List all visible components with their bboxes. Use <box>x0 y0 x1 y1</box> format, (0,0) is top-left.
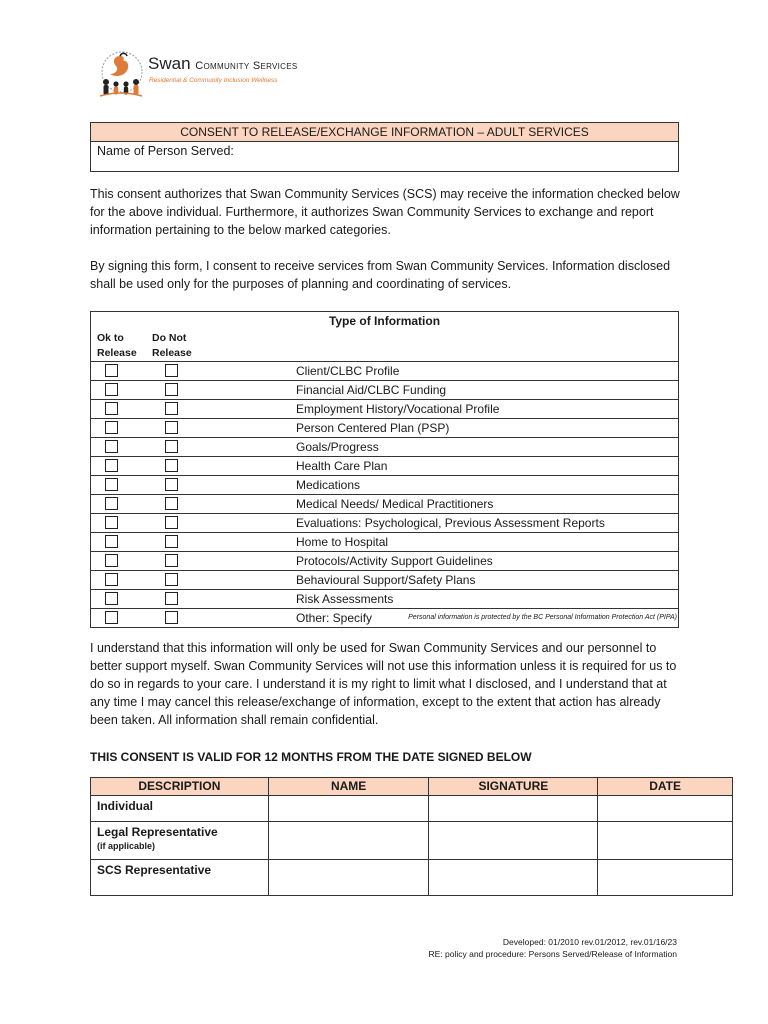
sig-name-cell[interactable] <box>268 822 429 860</box>
ok-to-release-checkbox[interactable] <box>105 554 118 567</box>
sig-row-label: SCS Representative <box>91 860 269 896</box>
info-row <box>91 400 678 419</box>
pipa-note: Personal information is protected by the BC Personal Information Protection Act (PIPA) <box>408 614 677 621</box>
sig-signature-cell[interactable] <box>429 822 598 860</box>
sig-header-date: DATE <box>598 778 733 796</box>
swan-logo <box>96 48 296 102</box>
do-not-release-checkbox[interactable] <box>165 573 178 586</box>
ok-to-release-checkbox[interactable] <box>105 383 118 396</box>
info-item-label: Goals/Progress <box>296 440 379 454</box>
do-not-release-checkbox[interactable] <box>165 459 178 472</box>
sig-row-label: Individual <box>91 796 269 822</box>
sig-date-cell[interactable] <box>598 860 733 896</box>
footer-developed: Developed: 01/2010 rev.01/2012, rev.01/16/23 <box>502 937 677 947</box>
sig-row-individual <box>91 796 733 822</box>
intro-paragraph-2: By signing this form, I consent to receive services from Swan Community Services. Information disclosed shall be used only for the purposes of planning and coordinating of services. <box>90 259 671 291</box>
info-row <box>91 571 678 590</box>
logo-name-small: Community Services <box>195 60 298 72</box>
logo-wordmark <box>148 54 298 74</box>
swan-logo-icon <box>96 48 146 100</box>
info-row <box>91 590 678 609</box>
sig-signature-cell[interactable] <box>429 796 598 822</box>
info-row <box>91 419 678 438</box>
sig-date-cell[interactable] <box>598 822 733 860</box>
signature-table <box>90 777 733 896</box>
info-row <box>91 514 678 533</box>
understanding-paragraph: I understand that this information will only be used for Swan Community Services and our personnel to better support myself. Swan Community Services will not use this information unless it is required for us to do so in regards to your care. I understand it is my right to limit what I disclosed, and I understand that at any time I may cancel this release/exchange of information, except to the extent that action has already been taken. All information shall remain confidential. <box>90 641 677 727</box>
info-item-label: Person Centered Plan (PSP) <box>296 421 450 435</box>
info-row <box>91 552 678 571</box>
sig-name-cell[interactable] <box>268 860 429 896</box>
form-header-box <box>90 122 679 172</box>
info-item-label: Health Care Plan <box>296 459 388 473</box>
ok-to-release-checkbox[interactable] <box>105 402 118 415</box>
do-not-release-checkbox[interactable] <box>165 421 178 434</box>
ok-to-release-checkbox[interactable] <box>105 459 118 472</box>
sig-row-label <box>91 822 269 860</box>
do-not-release-checkbox[interactable] <box>165 592 178 605</box>
intro-paragraph-1: This consent authorizes that Swan Community Services (SCS) may receive the information checked below for the above individual. Furthermore, it authorizes Swan Community Services to exchange and report information pertaining to the below marked categories. <box>90 187 680 237</box>
info-item-label: Medical Needs/ Medical Practitioners <box>296 497 494 511</box>
sig-row-label-text: Legal Representative <box>97 825 218 839</box>
sig-name-cell[interactable] <box>268 796 429 822</box>
info-item-label: Other: Specify <box>296 611 373 625</box>
info-row <box>91 362 678 381</box>
info-item-label: Behavioural Support/Safety Plans <box>296 573 476 587</box>
do-not-release-checkbox[interactable] <box>165 497 178 510</box>
info-item-label: Financial Aid/CLBC Funding <box>296 383 447 397</box>
info-table-title: Type of Information <box>328 314 441 328</box>
validity-notice: THIS CONSENT IS VALID FOR 12 MONTHS FROM THE DATE SIGNED BELOW <box>90 750 532 764</box>
info-row <box>91 476 678 495</box>
sig-row-sublabel: (if applicable) <box>97 841 156 851</box>
sig-header-description: DESCRIPTION <box>91 778 269 796</box>
ok-to-release-checkbox[interactable] <box>105 440 118 453</box>
ok-to-release-checkbox[interactable] <box>105 478 118 491</box>
form-title: CONSENT TO RELEASE/EXCHANGE INFORMATION – ADULT SERVICES <box>91 123 678 142</box>
ok-to-release-checkbox[interactable] <box>105 535 118 548</box>
info-item-label: Home to Hospital <box>296 535 389 549</box>
info-item-label: Employment History/Vocational Profile <box>296 402 500 416</box>
info-table-header <box>91 312 678 362</box>
col-ok-to-release: Ok to Release <box>97 332 137 359</box>
info-row <box>91 438 678 457</box>
do-not-release-checkbox[interactable] <box>165 535 178 548</box>
info-table-rows <box>91 362 678 627</box>
info-item-label: Risk Assessments <box>296 592 394 606</box>
info-row <box>91 381 678 400</box>
info-item-label: Evaluations: Psychological, Previous Assessment Reports <box>296 516 605 530</box>
do-not-release-checkbox[interactable] <box>165 402 178 415</box>
ok-to-release-checkbox[interactable] <box>105 497 118 510</box>
col-do-not-release: Do Not Release <box>152 332 192 359</box>
do-not-release-checkbox[interactable] <box>165 478 178 491</box>
do-not-release-checkbox[interactable] <box>165 440 178 453</box>
signature-table-header <box>91 778 733 796</box>
sig-signature-cell[interactable] <box>429 860 598 896</box>
footer-policy-reference: RE: policy and procedure: Persons Served/Release of Information <box>428 949 677 959</box>
do-not-release-checkbox[interactable] <box>165 554 178 567</box>
ok-to-release-checkbox[interactable] <box>105 573 118 586</box>
do-not-release-checkbox[interactable] <box>165 516 178 529</box>
sig-date-cell[interactable] <box>598 796 733 822</box>
info-row <box>91 495 678 514</box>
do-not-release-checkbox[interactable] <box>165 383 178 396</box>
sig-header-name: NAME <box>268 778 429 796</box>
info-item-label: Protocols/Activity Support Guidelines <box>296 554 493 568</box>
sig-header-signature: SIGNATURE <box>429 778 598 796</box>
ok-to-release-checkbox[interactable] <box>105 421 118 434</box>
do-not-release-checkbox[interactable] <box>165 364 178 377</box>
logo-name-big: Swan <box>148 54 191 73</box>
logo-tagline: Residential & Community Inclusion Wellness <box>149 77 278 84</box>
sig-row-legal-representative <box>91 822 733 860</box>
information-type-table <box>90 311 679 628</box>
info-item-label: Medications <box>296 478 361 492</box>
ok-to-release-checkbox[interactable] <box>105 516 118 529</box>
info-row <box>91 533 678 552</box>
sig-row-scs-representative <box>91 860 733 896</box>
info-item-label: Client/CLBC Profile <box>296 364 400 378</box>
info-row <box>91 457 678 476</box>
ok-to-release-checkbox[interactable] <box>105 592 118 605</box>
name-of-person-served-field[interactable]: Name of Person Served: <box>97 144 234 158</box>
ok-to-release-checkbox[interactable] <box>105 364 118 377</box>
